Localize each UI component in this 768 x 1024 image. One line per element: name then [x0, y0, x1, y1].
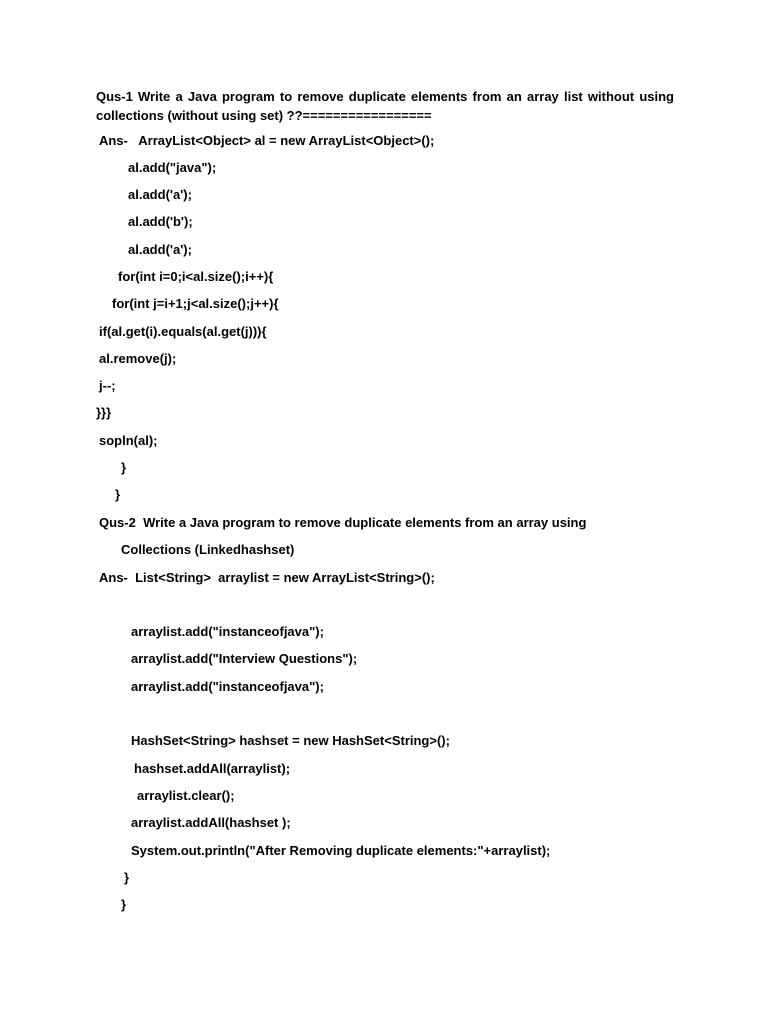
- q2-answer-line: hashset.addAll(arraylist);: [134, 761, 291, 776]
- q2-answer-line: arraylist.addAll(hashset );: [131, 815, 291, 830]
- q2-answer-line: HashSet<String> hashset = new HashSet<String>();: [131, 733, 450, 748]
- q2-answer-line: }: [124, 870, 130, 885]
- q1-answer-line: al.add('a');: [128, 242, 192, 257]
- q1-answer-line: al.add('a');: [128, 187, 192, 202]
- q1-answer-line: al.remove(j);: [99, 351, 177, 366]
- q1-answer-line: }: [115, 487, 121, 502]
- question-2-heading: Qus-2 Write a Java program to remove duplicate elements from an array using: [99, 515, 587, 530]
- q2-answer-line: arraylist.add("instanceofjava");: [131, 679, 324, 694]
- q2-answer-line: System.out.println("After Removing duplicate elements:"+arraylist);: [131, 843, 551, 858]
- q1-answer-line: }: [121, 460, 127, 475]
- q1-answer-line: j--;: [99, 378, 116, 393]
- q1-answer-line: al.add("java");: [128, 160, 217, 175]
- q1-answer-line: for(int i=0;i<al.size();i++){: [118, 269, 274, 284]
- q2-answer-line: arraylist.add("instanceofjava");: [131, 624, 324, 639]
- question-2-subheading: Collections (Linkedhashset): [121, 542, 295, 557]
- q1-answer-line: }}}: [96, 405, 112, 420]
- q1-answer-line: Ans- ArrayList<Object> al = new ArrayList<Object>();: [99, 133, 435, 148]
- question-1-heading: Qus-1 Write a Java program to remove duplicate elements from an array list without using collections (without using set) ??=================: [96, 89, 674, 123]
- q1-answer-line: for(int j=i+1;j<al.size();j++){: [112, 296, 279, 311]
- q1-answer-line: sopln(al);: [99, 433, 158, 448]
- q2-answer-line: Ans- List<String> arraylist = new ArrayList<String>();: [99, 570, 435, 585]
- q2-answer-line: arraylist.add("Interview Questions");: [131, 651, 358, 666]
- q2-answer-line: arraylist.clear();: [137, 788, 235, 803]
- q2-answer-line: }: [121, 897, 127, 912]
- q1-answer-line: al.add('b');: [128, 214, 193, 229]
- q1-answer-line: if(al.get(i).equals(al.get(j))){: [99, 324, 267, 339]
